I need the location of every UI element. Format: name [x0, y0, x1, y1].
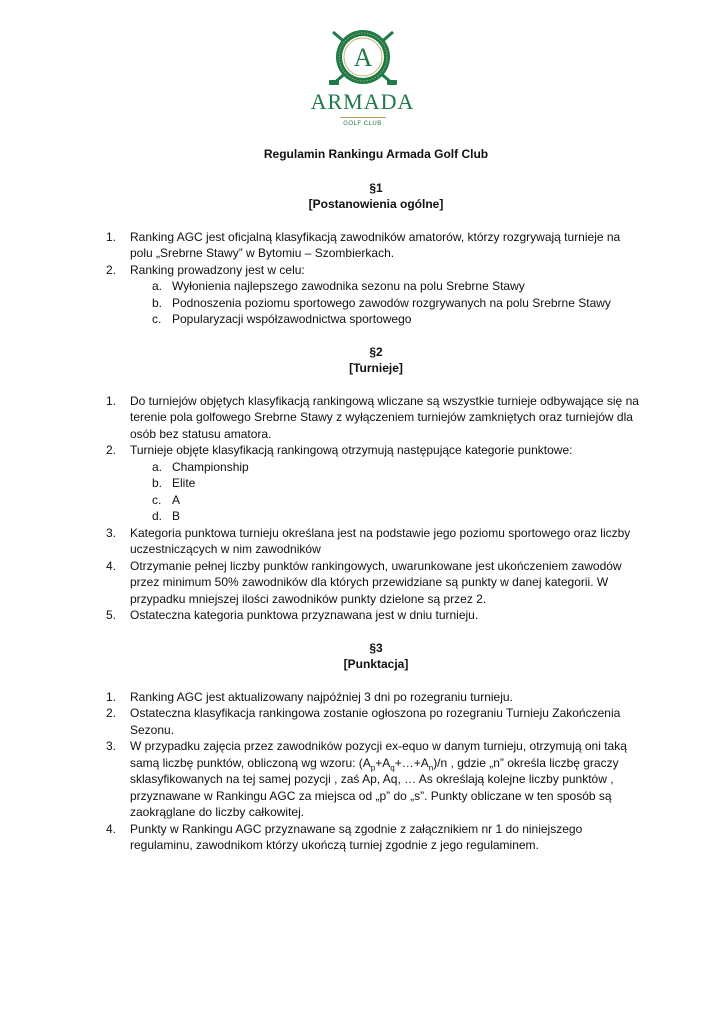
section-2-number: §2: [369, 344, 383, 359]
emblem-letter: A: [353, 43, 372, 72]
section-3-name: [Punktacja]: [343, 657, 409, 671]
item-text: Ostateczna kategoria punktowa przyznawana jest w dniu turnieju.: [130, 608, 479, 622]
sub-item-text: B: [172, 509, 181, 523]
item-text: Otrzymanie pełnej liczby punktów rankingowych, uwarunkowane jest ukończeniem zawodów przez minimum 50% zawodników dla których przewidziane są punkty w danej kategorii. W przypadku mniejszej ilości zawodników punkty dzielone są przez 2.: [130, 558, 622, 606]
list-item: [106, 705, 646, 738]
item-number: 2.: [106, 262, 117, 277]
item-number: 3.: [106, 525, 117, 540]
subscript-n: n: [428, 762, 434, 772]
sub-list-item: [130, 295, 646, 312]
brand-divider: [340, 117, 386, 118]
list-item: [106, 738, 646, 821]
list-item: [106, 229, 646, 262]
section-2-name: [Turnieje]: [349, 361, 403, 375]
brand-name: ARMADA: [310, 89, 415, 114]
sub-list-item: [130, 492, 646, 509]
item-number: 1.: [106, 393, 117, 408]
item-number: 3.: [106, 739, 117, 753]
sub-list: [130, 459, 646, 525]
section-1-list: [106, 229, 646, 328]
list-item: [106, 821, 646, 854]
item-number: 1.: [106, 229, 117, 244]
item-number: 2.: [106, 443, 117, 457]
document-body: [106, 146, 646, 854]
section-2-list: [106, 393, 646, 624]
item-text: Ostateczna klasyfikacja rankingowa zostanie ogłoszona po rozegraniu Turnieju Zakończenia Sezonu.: [130, 706, 621, 737]
item-text: Punkty w Rankingu AGC przyznawane są zgodnie z załącznikiem nr 1 do niniejszego regulaminu, zawodnikom którzy ukończą turniej zgodnie z jego regulaminem.: [130, 821, 583, 852]
document-title: Regulamin Rankingu Armada Golf Club: [263, 147, 489, 161]
list-item: [106, 689, 646, 706]
section-1-name: [Postanowienia ogólne]: [308, 197, 444, 211]
item-number: 1.: [106, 689, 117, 704]
item-number: 4.: [106, 558, 117, 573]
list-item: [106, 607, 646, 624]
sub-item-letter: c.: [152, 492, 162, 507]
sub-item-text: A: [172, 492, 181, 507]
formula-text-part: +…+A: [394, 755, 429, 770]
sub-list-item: [130, 475, 646, 492]
item-number: 5.: [106, 608, 117, 622]
sub-item-text: Elite: [172, 476, 196, 490]
subscript-p: p: [370, 762, 376, 772]
section-1-number: §1: [369, 180, 383, 195]
brand-subtitle: GOLF CLUB: [343, 121, 382, 127]
list-item: [106, 262, 646, 328]
club-emblem-icon: [327, 26, 399, 88]
list-item: [106, 558, 646, 608]
item-text: Ranking AGC jest aktualizowany najpóźniej 3 dni po rozegraniu turnieju.: [130, 689, 513, 704]
sub-item-letter: c.: [152, 312, 162, 326]
item-text: Do turniejów objętych klasyfikacją rankingową wliczane są wszystkie turnieje odbywające się na terenie pola golfowego Srebrne Stawy z wyłączeniem turniejów zamkniętych oraz turniejów dla osób bez statusu amatora.: [130, 393, 639, 441]
club-logo: [0, 26, 725, 128]
formula-text-part: W przypadku zajęcia przez zawodników pozycji ex-equo w danym turnieju, otrzymują oni taką samą liczbę punktów, obliczoną wg wzoru: (A: [130, 739, 627, 770]
sub-item-text: Championship: [172, 459, 249, 474]
item-text: Turnieje objęte klasyfikacją rankingową otrzymują następujące kategorie punktowe:: [130, 443, 573, 457]
section-3-list: [106, 689, 646, 854]
sub-item-text: Wyłonienia najlepszego zawodnika sezonu na polu Srebrne Stawy: [172, 279, 525, 293]
sub-item-letter: d.: [152, 509, 163, 523]
sub-item-letter: b.: [152, 295, 163, 310]
sub-list-item: [130, 508, 646, 525]
item-text: Kategoria punktowa turnieju określana jest na podstawie jego poziomu sportowego oraz liczby uczestniczących w nim zawodników: [130, 525, 631, 556]
item-number: 4.: [106, 821, 117, 836]
sub-item-text: Podnoszenia poziomu sportowego zawodów rozgrywanych na polu Srebrne Stawy: [172, 295, 611, 310]
formula-text-part: +A: [375, 755, 391, 770]
sub-item-letter: a.: [152, 279, 163, 293]
item-text: Ranking prowadzony jest w celu:: [130, 262, 305, 277]
sub-list-item: [130, 311, 646, 328]
item-number: 2.: [106, 706, 117, 720]
section-3-number: §3: [369, 640, 383, 655]
sub-item-letter: a.: [152, 459, 163, 474]
sub-item-text: Popularyzacji współzawodnictwa sportowego: [172, 312, 412, 326]
sub-list-item: [130, 278, 646, 295]
subscript-q: q: [390, 762, 395, 772]
sub-list-item: [130, 459, 646, 476]
sub-item-letter: b.: [152, 476, 163, 490]
list-item: [106, 525, 646, 558]
item-text: Ranking AGC jest oficjalną klasyfikacją zawodników amatorów, którzy rozgrywają turnieje na polu „Srebrne Stawy” w Bytomiu – Szombierkach.: [130, 229, 621, 260]
sub-list: [130, 278, 646, 328]
formula-text-part: )/n , gdzie „n” określa liczbę graczy sklasyfikowanych na tej samej pozycji , zaś Ap, Aq, … As określają kolejne liczby punktów , przyznawane w Rankingu AGC za miejsca od „p” do „s”. Punkty obliczane w ten sposób są zaokrąglane do liczby całkowitej.: [130, 755, 619, 819]
list-item: [106, 442, 646, 525]
list-item: [106, 393, 646, 443]
